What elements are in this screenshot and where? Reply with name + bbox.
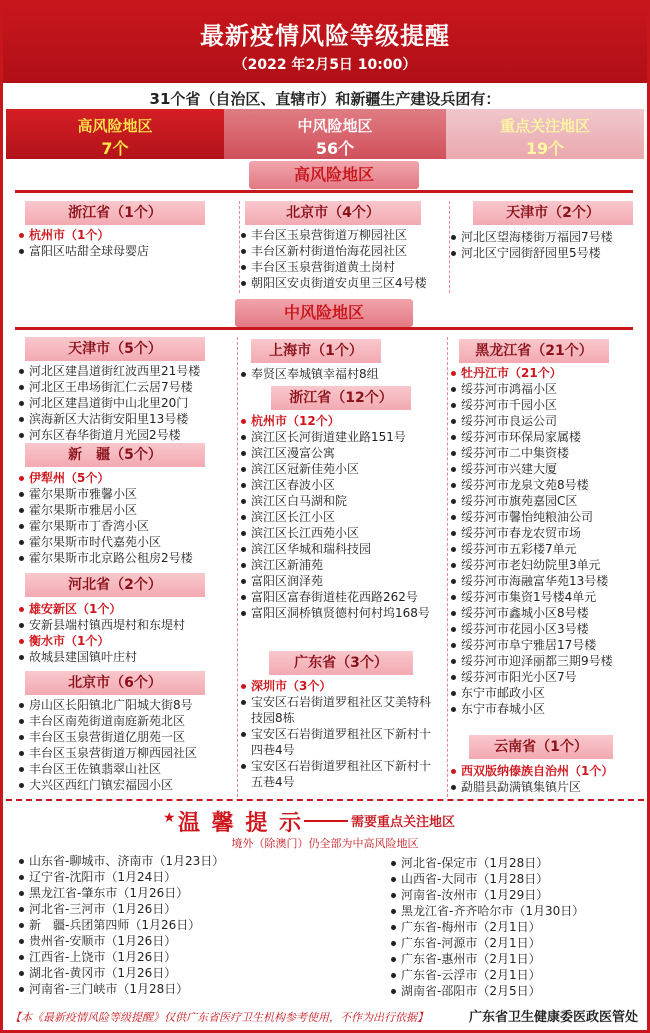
list-item: 丰台区玉泉营街道黄土岗村 xyxy=(239,259,449,275)
list-item: 绥芬河市旗苑嘉园C区 xyxy=(449,493,645,509)
list-item: 河南省-三门峡市（1月28日） xyxy=(17,981,317,997)
list-item: 丰台区玉泉营街道万柳西园社区 xyxy=(17,745,237,761)
list-item: 贵州省-安顺市（1月26日） xyxy=(17,933,317,949)
mid-risk-title: 中风险地区 xyxy=(235,299,413,327)
mid-heilongjiang-header: 黑龙江省（21个） xyxy=(459,339,609,363)
summary-focus-label: 重点关注地区 xyxy=(499,117,590,135)
mid-hebei-header: 河北省（2个） xyxy=(25,573,205,597)
mid-beijing-header: 北京市（6个） xyxy=(25,671,205,695)
list-item: 绥芬河市集资1号楼4单元 xyxy=(449,589,645,605)
list-item: 伊犁州（5个） xyxy=(17,470,237,486)
star-icon: ★ xyxy=(163,810,176,826)
tips-left-list xyxy=(17,853,317,997)
list-item: 宝安区石岩街道罗租社区艾美特科技园8栋 xyxy=(239,694,435,726)
list-item: 宝安区石岩街道罗租社区下新村十四巷4号 xyxy=(239,726,435,758)
list-item: 河北区王串场街汇仁云居7号楼 xyxy=(17,379,237,395)
list-item: 江西省-上饶市（1月26日） xyxy=(17,949,317,965)
list-item: 杭州市（1个） xyxy=(17,227,232,243)
list-item: 朝阳区安贞街道安贞里三区4号楼 xyxy=(239,275,449,291)
list-item: 奉贤区奉城镇幸福村8组 xyxy=(239,366,445,382)
tips-title: 温 馨 提 示 xyxy=(178,811,303,836)
list-item: 湖南省-邵阳市（2月5日） xyxy=(389,983,639,999)
list-item: 绥芬河市兴建大厦 xyxy=(449,461,645,477)
list-item: 绥芬河市千园小区 xyxy=(449,397,645,413)
list-item: 宝安区石岩街道罗租社区下新村十五巷4号 xyxy=(239,758,435,790)
mid-hebei-list xyxy=(17,601,237,665)
list-item: 绥芬河市馨怡纯粮油公司 xyxy=(449,509,645,525)
column-divider xyxy=(237,337,238,797)
list-item: 富阳区咕甜全球母婴店 xyxy=(17,243,232,259)
list-item: 河北区宁园街舒园里5号楼 xyxy=(449,245,645,261)
list-item: 富阳区富春街道桂花西路262号 xyxy=(239,589,445,605)
summary-focus xyxy=(446,109,644,159)
list-item: 衡水市（1个） xyxy=(17,633,237,649)
list-item: 绥芬河市迎泽丽都三期9号楼 xyxy=(449,653,645,669)
list-item: 绥芬河市环保局家属楼 xyxy=(449,429,645,445)
list-item: 雄安新区（1个） xyxy=(17,601,237,617)
list-item: 绥芬河市龙泉文苑8号楼 xyxy=(449,477,645,493)
list-item: 河南省-汝州市（1月29日） xyxy=(389,887,639,903)
list-item: 绥芬河市鑫城小区8号楼 xyxy=(449,605,645,621)
summary-high-count: 7个 xyxy=(101,139,129,158)
header-banner xyxy=(3,3,647,83)
tips-subtitle: 需要重点关注地区 xyxy=(351,815,456,830)
update-date: （2022 年2月5日 10:00） xyxy=(233,57,417,73)
list-item: 霍尔果斯市雅馨小区 xyxy=(17,486,237,502)
list-item: 绥芬河市鸿福小区 xyxy=(449,381,645,397)
list-item: 广东省-惠州市（2月1日） xyxy=(389,951,639,967)
list-item: 黑龙江省-肇东市（1月26日） xyxy=(17,885,317,901)
list-item: 房山区长阳镇北广阳城大街8号 xyxy=(17,697,237,713)
list-item: 深圳市（3个） xyxy=(239,678,445,694)
page-title: 最新疫情风险等级提醒 xyxy=(200,22,450,50)
list-item: 西双版纳傣族自治州（1个） xyxy=(449,763,645,779)
list-item: 霍尔果斯市雅居小区 xyxy=(17,502,237,518)
list-item: 丰台区王佐镇翡翠山社区 xyxy=(17,761,237,777)
list-item: 牡丹江市（21个） xyxy=(449,365,645,381)
mid-tianjin-list xyxy=(17,363,237,443)
summary-high-risk xyxy=(6,109,224,159)
list-item: 大兴区西红门镇宏福园小区 xyxy=(17,777,237,793)
list-item: 滨江区长江小区 xyxy=(239,509,445,525)
tips-section xyxy=(6,799,644,850)
mid-guangdong-list xyxy=(239,678,445,790)
list-item: 河北区望海楼街万福园7号楼 xyxy=(449,229,645,245)
list-item: 滨江区长河街道建业路151号 xyxy=(239,429,445,445)
summary-mid-label: 中风险地区 xyxy=(297,117,373,135)
list-item: 滨江区华城和瑞科技园 xyxy=(239,541,445,557)
list-item: 河北省-保定市（1月28日） xyxy=(389,855,639,871)
list-item: 东宁市春城小区 xyxy=(449,701,645,717)
mid-shanghai-header: 上海市（1个） xyxy=(251,339,381,363)
high-zhejiang-list xyxy=(17,227,232,259)
list-item: 绥芬河市五彩楼7单元 xyxy=(449,541,645,557)
list-item: 滨海新区大沽街安阳里13号楼 xyxy=(17,411,237,427)
mid-risk-divider xyxy=(15,327,633,330)
column-divider xyxy=(447,337,448,797)
list-item: 绥芬河市阳光小区7号 xyxy=(449,669,645,685)
footer-org: 广东省卫生健康委医政医管处 xyxy=(468,1010,638,1025)
mid-tianjin-header: 天津市（5个） xyxy=(25,337,205,361)
tips-dash xyxy=(304,820,348,822)
list-item: 滨江区长江西苑小区 xyxy=(239,525,445,541)
list-item: 广东省-梅州市（2月1日） xyxy=(389,919,639,935)
list-item: 丰台区玉泉营街道万柳园社区 xyxy=(239,227,449,243)
list-item: 山东省-聊城市、济南市（1月23日） xyxy=(17,853,317,869)
list-item: 绥芬河市老妇幼院里3单元 xyxy=(449,557,645,573)
summary-focus-count: 19个 xyxy=(525,139,565,158)
list-item: 黑龙江省-齐齐哈尔市（1月30日） xyxy=(389,903,639,919)
high-risk-divider xyxy=(15,190,633,193)
high-tianjin-header: 天津市（2个） xyxy=(473,201,633,225)
high-tianjin-list xyxy=(449,229,645,261)
list-item: 河北区建昌道街红波西里21号楼 xyxy=(17,363,237,379)
summary-mid-risk xyxy=(224,109,446,159)
list-item: 勐腊县勐满镇集镇片区 xyxy=(449,779,645,795)
high-beijing-list xyxy=(239,227,449,291)
list-item: 河北区建昌道街中山北里20门 xyxy=(17,395,237,411)
list-item: 新 疆-兵团第四师（1月26日） xyxy=(17,917,317,933)
list-item: 绥芬河市良运公司 xyxy=(449,413,645,429)
mid-yunnan-header: 云南省（1个） xyxy=(469,735,613,759)
list-item: 绥芬河市花园小区3号楼 xyxy=(449,621,645,637)
list-item: 滨江区漫富公寓 xyxy=(239,445,445,461)
mid-zhejiang-header: 浙江省（12个） xyxy=(271,386,411,410)
mid-xinjiang-header: 新 疆（5个） xyxy=(25,443,205,467)
list-item: 滨江区春波小区 xyxy=(239,477,445,493)
high-risk-title: 高风险地区 xyxy=(249,161,419,189)
mid-zhejiang-list xyxy=(239,413,445,621)
list-item: 东宁市邮政小区 xyxy=(449,685,645,701)
mid-heilongjiang-list xyxy=(449,365,645,717)
mid-shanghai-list xyxy=(239,366,445,382)
list-item: 绥芬河市二中集资楼 xyxy=(449,445,645,461)
list-item: 杭州市（12个） xyxy=(239,413,445,429)
list-item: 丰台区新村街道怡海花园社区 xyxy=(239,243,449,259)
list-item: 富阳区洞桥镇贤德村何村坞168号 xyxy=(239,605,439,621)
high-beijing-header: 北京市（4个） xyxy=(245,201,421,225)
list-item: 霍尔果斯市北京路公租房2号楼 xyxy=(17,550,237,566)
list-item: 广东省-河源市（2月1日） xyxy=(389,935,639,951)
list-item: 滨江区新浦苑 xyxy=(239,557,445,573)
high-zhejiang-header: 浙江省（1个） xyxy=(25,201,205,225)
list-item: 山西省-大同市（1月28日） xyxy=(389,871,639,887)
mid-guangdong-header: 广东省（3个） xyxy=(269,651,413,675)
summary-high-label: 高风险地区 xyxy=(77,117,153,135)
list-item: 滨江区白马湖和院 xyxy=(239,493,445,509)
list-item: 湖北省-黄冈市（1月26日） xyxy=(17,965,317,981)
list-item: 霍尔果斯市时代嘉苑小区 xyxy=(17,534,237,550)
list-item: 绥芬河市阜宁雅居17号楼 xyxy=(449,637,645,653)
summary-mid-count: 56个 xyxy=(315,139,355,158)
list-item: 绥芬河市海融富华苑13号楼 xyxy=(449,573,645,589)
list-item: 富阳区润泽苑 xyxy=(239,573,445,589)
mid-yunnan-list xyxy=(449,763,645,795)
list-item: 丰台区南苑街道南庭新苑北区 xyxy=(17,713,237,729)
list-item: 故城县建国镇叶庄村 xyxy=(17,649,237,665)
tips-right-list xyxy=(389,855,639,999)
list-item: 广东省-云浮市（2月1日） xyxy=(389,967,639,983)
footer-note: 【本《最新疫情风险等级提醒》仅供广东省医疗卫生机构参考使用，不作为出行依据】 xyxy=(10,1011,428,1024)
list-item: 辽宁省-沈阳市（1月24日） xyxy=(17,869,317,885)
list-item: 滨江区冠新佳苑小区 xyxy=(239,461,445,477)
list-item: 霍尔果斯市丁香湾小区 xyxy=(17,518,237,534)
mid-xinjiang-list xyxy=(17,470,237,566)
list-item: 河北省-三河市（1月26日） xyxy=(17,901,317,917)
tips-note: 境外（除澳门）仍全部为中高风险地区 xyxy=(231,837,419,850)
provinces-line: 31个省（自治区、直辖市）和新疆生产建设兵团有： xyxy=(149,90,501,108)
list-item: 河东区春华街道月光园2号楼 xyxy=(17,427,237,443)
list-item: 丰台区玉泉营街道亿朋苑一区 xyxy=(17,729,237,745)
list-item: 安新县端村镇西堤村和东堤村 xyxy=(17,617,237,633)
footer xyxy=(6,1005,644,1031)
list-item: 绥芬河市春龙农贸市场 xyxy=(449,525,645,541)
mid-beijing-list xyxy=(17,697,237,793)
